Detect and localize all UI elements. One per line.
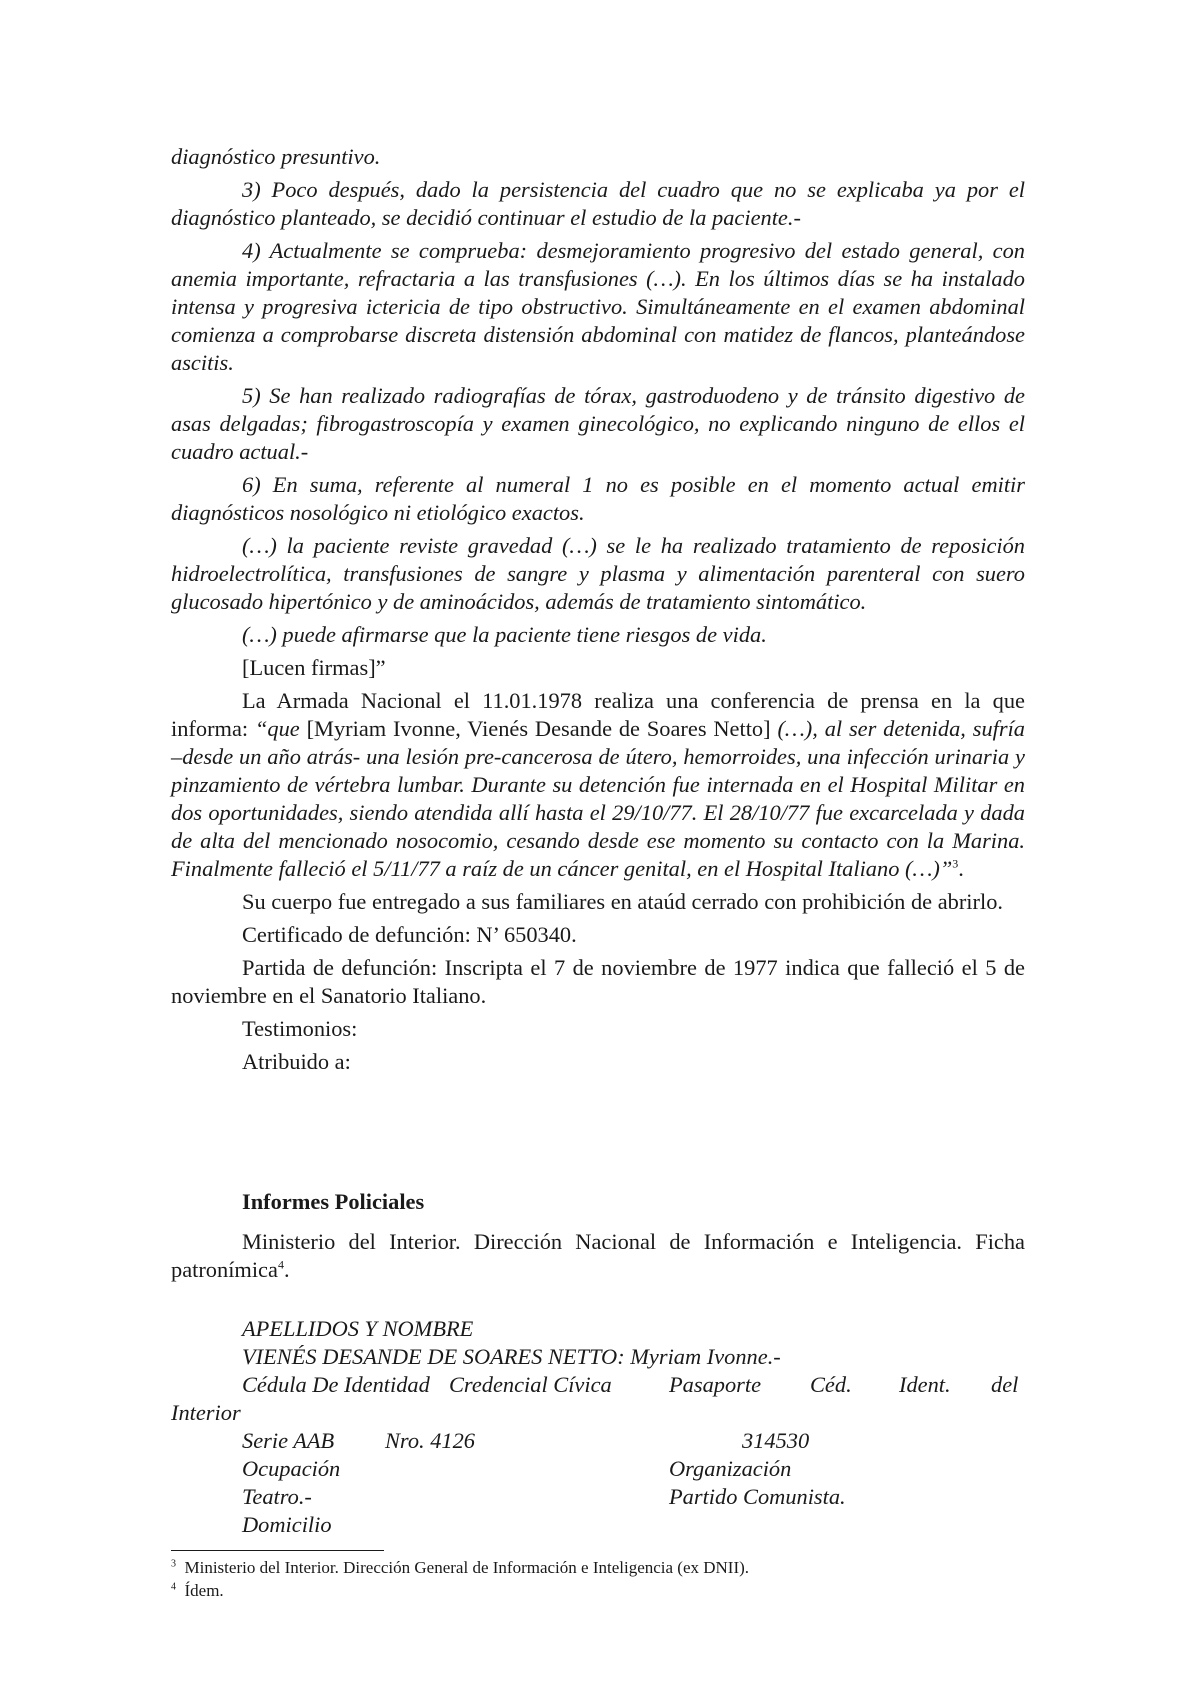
- paragraph-ministerio: [171, 1228, 1025, 1284]
- paragraph-testimonios: Testimonios:: [242, 1016, 358, 1041]
- footnote-ref-4[interactable]: 4: [277, 1257, 284, 1272]
- ficha-organizacion-label: Organización: [669, 1456, 792, 1481]
- ficha-ocupacion: Teatro.-: [242, 1484, 312, 1509]
- paragraph-certificado: Certificado de defunción: N’ 650340.: [242, 922, 577, 947]
- ficha-col-ced: Céd.: [810, 1372, 852, 1397]
- body-text: [171, 143, 1025, 1076]
- ficha-col-del: del: [991, 1372, 1019, 1397]
- footnote-text: Ministerio del Interior. Dirección General de Información e Inteligencia (ex DNII).: [184, 1558, 750, 1577]
- armada-end: .: [958, 856, 964, 881]
- ficha-col-credencial: Credencial Cívica: [449, 1372, 612, 1397]
- paragraph-armada: [171, 687, 1025, 883]
- ficha-serie: Serie AAB: [242, 1428, 335, 1453]
- ficha-organizacion: Partido Comunista.: [669, 1484, 846, 1509]
- footnote-number: 4: [171, 1581, 176, 1593]
- paragraph-partida: Partida de defunción: Inscripta el 7 de noviembre de 1977 indica que falleció el 5 de noviembre en el Sanatorio Italiano.: [171, 955, 1025, 1008]
- ficha-col-cedula: Cédula De Identidad: [242, 1372, 430, 1397]
- ficha-domicilio-label: Domicilio: [242, 1512, 332, 1537]
- section-heading: Informes Policiales: [242, 1189, 425, 1214]
- paragraph-continuation: diagnóstico presuntivo.: [171, 144, 381, 169]
- armada-quote: (…), al ser detenida, sufría –desde un año atrás- una lesión pre-cancerosa de útero, hemorroides, una infección urinaria y pinzamiento de vértebra lumbar. Durante su detención fue internada en el Hospital Militar en dos oportunidades, siendo atendida allí hasta el 29/10/77. El 28/10/77 fue excarcelada y dada de alta del mencionado nosocomio, cesando desde ese momento su contacto con la Marina. Finalmente falleció el 5/11/77 a raíz de un cáncer genital, en el Hospital Italiano (…)”: [171, 716, 1025, 881]
- ministerio-text: Ministerio del Interior. Dirección Nacional de Información e Inteligencia. Ficha patronímica: [171, 1229, 1025, 1282]
- footnote-ref-3[interactable]: 3: [952, 856, 959, 871]
- ficha-col-interior: Interior: [171, 1400, 241, 1425]
- ficha-nro: Nro. 4126: [385, 1428, 475, 1453]
- footnote-3: [171, 1557, 749, 1579]
- paragraph-treatment: (…) la paciente reviste gravedad (…) se le ha realizado tratamiento de reposición hidroelectrolítica, transfusiones de sangre y plasma y alimentación parenteral con suero glucosado hipertónico y de aminoácidos, además de tratamiento sintomático.: [171, 533, 1025, 614]
- footnote-divider: [171, 1550, 384, 1551]
- ficha-col-ident: Ident.: [899, 1372, 951, 1397]
- ficha-cedula-interior: 314530: [742, 1428, 810, 1453]
- footnote-text: Ídem.: [184, 1581, 224, 1600]
- section-informes: [171, 1188, 1025, 1216]
- armada-bracket: [Myriam Ivonne, Vienés Desande de Soares Netto]: [306, 716, 778, 741]
- paragraph-item-5: 5) Se han realizado radiografías de tórax, gastroduodeno y de tránsito digestivo de asas delgadas; fibrogastroscopía y examen ginecológico, no explicando ninguno de ellos el cuadro actual.-: [171, 383, 1025, 464]
- paragraph-cuerpo: Su cuerpo fue entregado a sus familiares en ataúd cerrado con prohibición de abrirlo.: [242, 889, 1003, 914]
- ficha-nombre: VIENÉS DESANDE DE SOARES NETTO: Myriam Ivonne.-: [242, 1344, 781, 1369]
- paragraph-item-3: 3) Poco después, dado la persistencia del cuadro que no se explicaba ya por el diagnóstico planteado, se decidió continuar el estudio de la paciente.-: [171, 177, 1025, 230]
- ficha-apellidos-label: APELLIDOS Y NOMBRE: [242, 1316, 474, 1341]
- paragraph-risk: (…) puede afirmarse que la paciente tiene riesgos de vida.: [242, 622, 767, 647]
- paragraph-signatures: [Lucen firmas]”: [242, 655, 386, 680]
- paragraph-item-6: 6) En suma, referente al numeral 1 no es posible en el momento actual emitir diagnósticos nosológico ni etiológico exactos.: [171, 472, 1025, 525]
- paragraph-atribuido: Atribuido a:: [242, 1049, 351, 1074]
- armada-quote-open: “que: [254, 716, 307, 741]
- armada-intro: La Armada Nacional el 11.01.1978 realiza una conferencia de prensa en la que informa:: [171, 688, 1025, 741]
- footnote-number: 3: [171, 1558, 176, 1570]
- ficha-ocupacion-label: Ocupación: [242, 1456, 341, 1481]
- ficha-col-pasaporte: Pasaporte: [669, 1372, 762, 1397]
- paragraph-item-4: 4) Actualmente se comprueba: desmejoramiento progresivo del estado general, con anemia importante, refractaria a las transfusiones (…). En los últimos días se ha instalado intensa y progresiva ictericia de tipo obstructivo. Simultáneamente en el examen abdominal comienza a comprobarse discreta distensión abdominal con matidez de flancos, planteándose ascitis.: [171, 238, 1025, 375]
- ministerio-end: .: [283, 1257, 290, 1282]
- ministerio-block: [171, 1228, 1025, 1284]
- footnote-4: [171, 1580, 224, 1602]
